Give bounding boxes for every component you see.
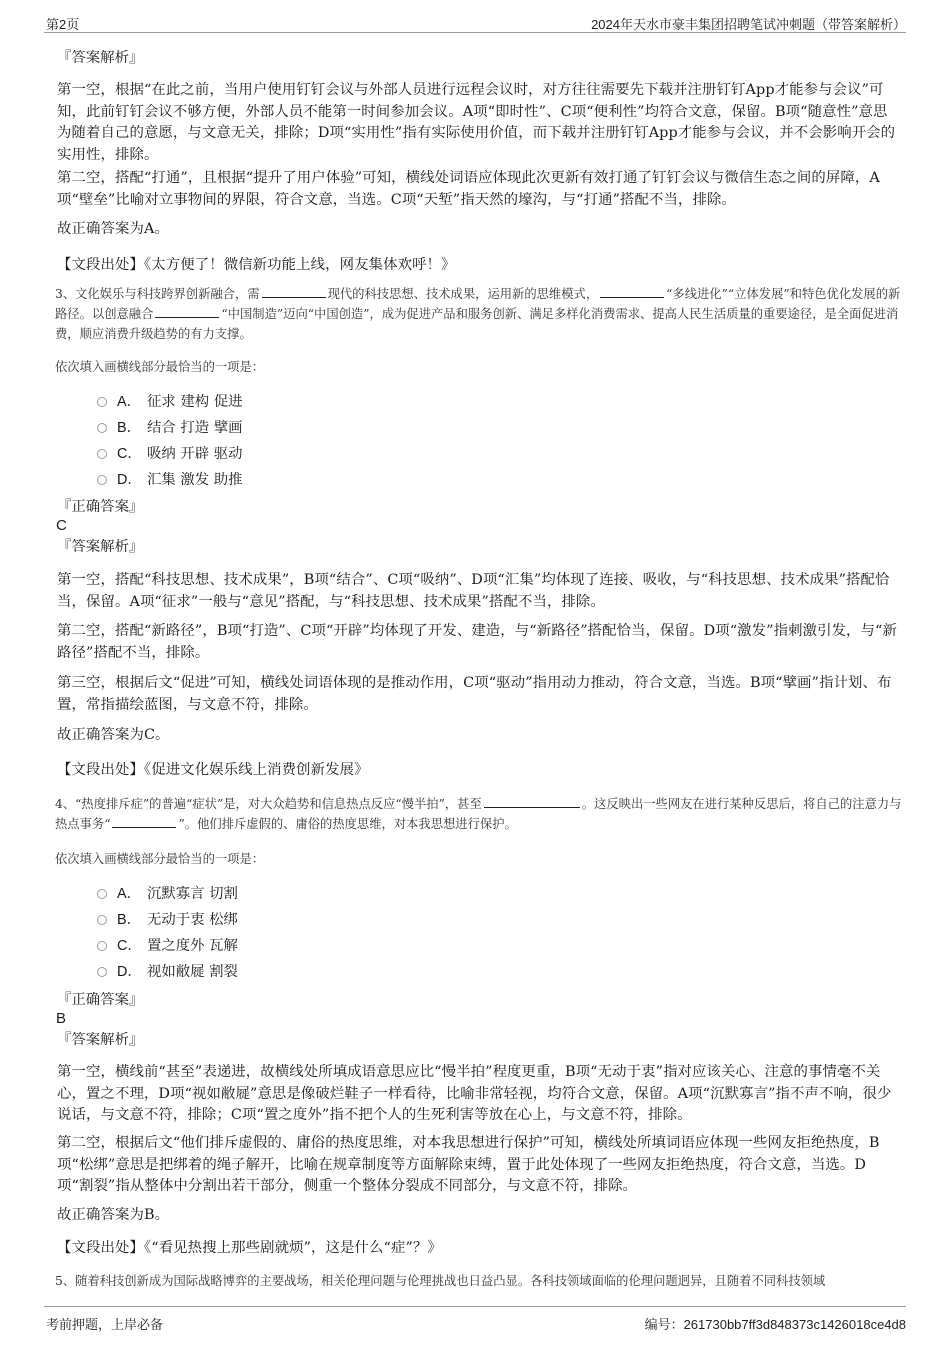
question-stem: 4、“热度排斥症”的普遍“症状”是，对大众趋势和信息热点反应“慢半拍”，甚至 。这反映出一些网友在进行某种反思后，将自己的注意力与热点事务“ ”。他们排斥虚假的、庸俗的热度思维，对本我思想进行保护。 xyxy=(55,797,902,831)
radio-button[interactable] xyxy=(97,449,107,459)
fill-blank xyxy=(600,286,664,298)
radio-button[interactable] xyxy=(97,475,107,485)
header-divider xyxy=(44,32,906,33)
analysis-paragraph: 第二空，根据后文“他们排斥虚假的、庸俗的热度思维，对本我思想进行保护”可知，横线处所填词语应体现一些网友拒绝热度，B项“松绑”意思是把绑着的绳子解开，比喻在规章制度等方面解除束缚，置于此处体现了一些网友拒绝热度，符合文意，当选。D项“割裂”指从整体中分割出若干部分，侧重一个整体分裂成不同部分，与文意不符，排除。 xyxy=(57,1135,880,1194)
fill-blank xyxy=(484,796,580,808)
answer-conclusion: 故正确答案为C。 xyxy=(57,727,170,743)
option-c[interactable]: C． 置之度外 瓦解 xyxy=(97,936,238,956)
analysis-label: 『答案解析』 xyxy=(57,1032,144,1048)
analysis-paragraph: 第二空，搭配“打通”，且根据“提升了用户体验”可知，横线处词语应体现此次更新有效打通了钉钉会议与微信生态之间的屏障，A项“壁垒”比喻对立事物间的界限，符合文意，当选。C项“天堑”指天然的壕沟，与“打通”搭配不当，排除。 xyxy=(57,170,880,208)
question-prompt: 依次填入画横线部分最恰当的一项是： xyxy=(55,360,265,374)
option-d[interactable]: D． 汇集 激发 助推 xyxy=(97,470,243,490)
option-d[interactable]: D． 视如敝屣 割裂 xyxy=(97,962,238,982)
fill-blank xyxy=(112,816,176,828)
radio-button[interactable] xyxy=(97,915,107,925)
document-title: 2024年天水市豪丰集团招聘笔试冲刺题（带答案解析） xyxy=(591,17,906,32)
radio-button[interactable] xyxy=(97,423,107,433)
correct-answer-label: 『正确答案』 xyxy=(57,499,144,515)
footer-slogan: 考前押题，上岸必备 xyxy=(46,1318,164,1333)
correct-answer-label: 『正确答案』 xyxy=(57,992,144,1008)
source-note: 【文段出处】《“看见热搜上那些剧就烦”，这是什么“症”？》 xyxy=(57,1240,442,1256)
analysis-paragraph: 第一空，横线前“甚至”表递进，故横线处所填成语意思应比“慢半拍”程度更重，B项“无动于衷”指对应该关心、注意的事情毫不关心，置之不理，D项“视如敝屣”意思是像破烂鞋子一样看待，比喻非常轻视，均符合文意，保留。A项“沉默寡言”指不声不响，很少说话，与文意不符，排除；C项“置之度外”指不把个人的生死利害等放在心上，与文意不符，排除。 xyxy=(57,1064,892,1123)
analysis-label: 『答案解析』 xyxy=(57,539,144,555)
analysis-paragraph: 第三空，根据后文“促进”可知，横线处词语体现的是推动作用，C项“驱动”指用动力推动，符合文意，当选。B项“擘画”指计划、布置，常指描绘蓝图，与文意不符，排除。 xyxy=(57,675,892,713)
fill-blank xyxy=(262,286,326,298)
analysis-paragraph: 第一空，搭配“科技思想、技术成果”，B项“结合”、C项“吸纳”、D项“汇集”均体现了连接、吸收，与“科技思想、技术成果”搭配恰当，保留。A项“征求”一般与“意见”搭配，与“科技思想、技术成果”搭配不当，排除。 xyxy=(57,572,890,610)
radio-button[interactable] xyxy=(97,941,107,951)
document-id: 编号：261730bb7ff3d848373c1426018ce4d8 xyxy=(644,1317,906,1332)
fill-blank xyxy=(155,306,219,318)
radio-button[interactable] xyxy=(97,889,107,899)
radio-button[interactable] xyxy=(97,967,107,977)
option-c[interactable]: C． 吸纳 开辟 驱动 xyxy=(97,444,243,464)
source-note: 【文段出处】《促进文化娱乐线上消费创新发展》 xyxy=(57,762,369,778)
option-a[interactable]: A． 沉默寡言 切割 xyxy=(97,884,238,904)
question-stem: 3、文化娱乐与科技跨界创新融合，需 现代的科技思想、技术成果，运用新的思维模式， “多线进化”“立体发展”和特色优化发展的新路径。以创意融合 “中国制造”迈向“中国创造”，成为促进产品和服务创新、满足多样化消费需求、提高人民生活质量的重要途径，是全面促进消费，顺应消费升级趋势的有力支撑。 xyxy=(55,287,901,341)
correct-answer: B xyxy=(56,1010,67,1027)
option-a[interactable]: A． 征求 建构 促进 xyxy=(97,392,243,412)
question-prompt: 依次填入画横线部分最恰当的一项是： xyxy=(55,852,265,866)
page-number: 第2页 xyxy=(46,17,80,32)
analysis-paragraph: 第二空，搭配“新路径”，B项“打造”、C项“开辟”均体现了开发、建造，与“新路径”搭配恰当，保留。D项“激发”指刺激引发，与“新路径”搭配不当，排除。 xyxy=(57,623,897,661)
correct-answer: C xyxy=(56,517,67,534)
option-b[interactable]: B． 无动于衷 松绑 xyxy=(97,910,238,930)
analysis-label: 『答案解析』 xyxy=(57,50,144,66)
answer-conclusion: 故正确答案为B。 xyxy=(57,1207,170,1223)
question-stem: 5、随着科技创新成为国际战略博弈的主要战场，相关伦理问题与伦理挑战也日益凸显。各科技领域面临的伦理问题迥异，且随着不同科技领域 xyxy=(55,1274,826,1288)
answer-conclusion: 故正确答案为A。 xyxy=(57,221,169,237)
analysis-paragraph: 第一空，根据“在此之前，当用户使用钉钉会议与外部人员进行远程会议时，对方往往需要先下载并注册钉钉App才能参与会议”可知，此前钉钉会议不够方便，外部人员不能第一时间参加会议。A项“即时性”、C项“便利性”均符合文意，保留。B项“随意性”意思为随着自己的意愿，与文意无关，排除；D项“实用性”指有实际使用价值，而下载并注册钉钉App才能参与会议，并不会影响开会的实用性，排除。 xyxy=(57,82,896,163)
radio-button[interactable] xyxy=(97,397,107,407)
footer-divider xyxy=(44,1306,906,1307)
source-note: 【文段出处】《太方便了！微信新功能上线，网友集体欢呼！》 xyxy=(57,257,456,273)
option-b[interactable]: B． 结合 打造 擘画 xyxy=(97,418,243,438)
